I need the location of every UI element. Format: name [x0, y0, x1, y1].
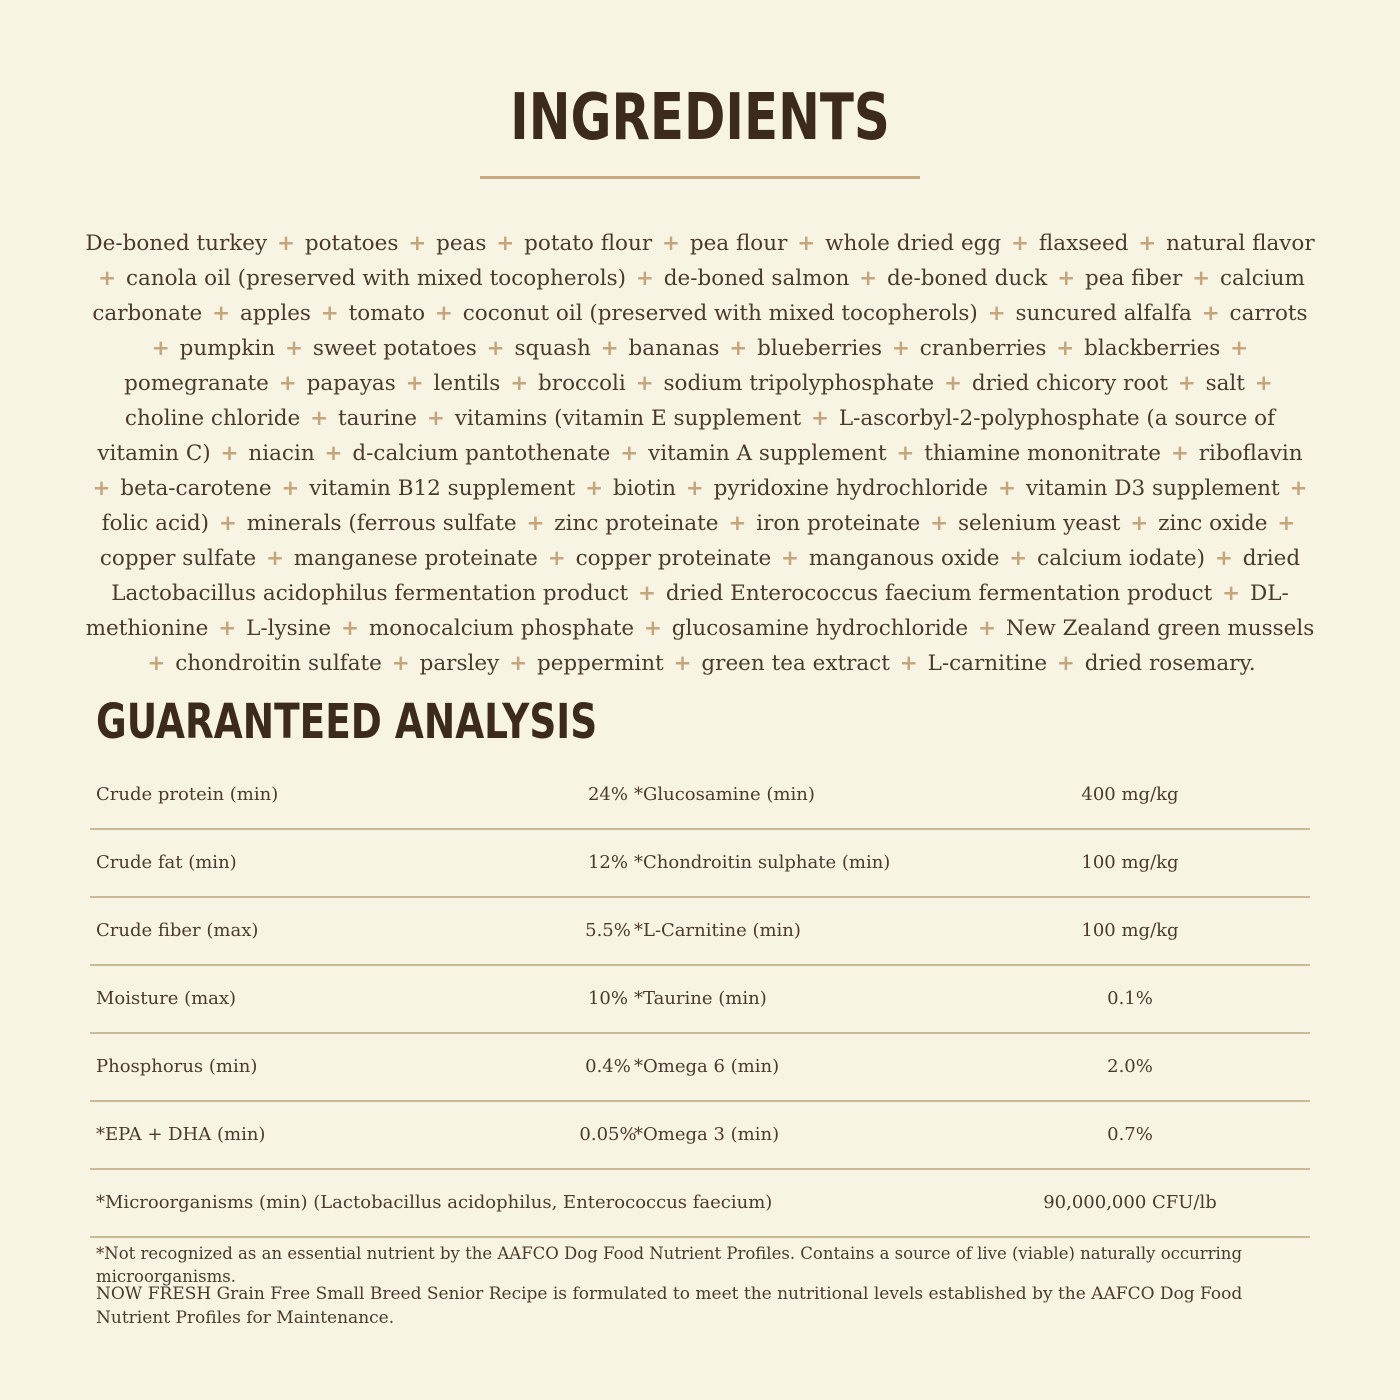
- plus-separator-icon: +: [930, 511, 949, 536]
- plus-separator-icon: +: [728, 511, 747, 536]
- plus-separator-icon: +: [151, 336, 170, 361]
- ingredient-item: dried Enterococcus faecium fermentation product: [665, 581, 1213, 606]
- plus-separator-icon: +: [405, 371, 424, 396]
- plus-separator-icon: +: [496, 231, 515, 256]
- nutrient-label: *Omega 3 (min): [634, 1124, 780, 1145]
- plus-separator-icon: +: [147, 651, 166, 676]
- ingredient-item: sodium tripolyphosphate: [663, 371, 935, 396]
- plus-separator-icon: +: [408, 231, 427, 256]
- nutrient-value: 100 mg/kg: [1081, 852, 1179, 873]
- ingredient-item: L-ascorbyl-2-polyphosphate (a source of vitamin C): [97, 406, 1276, 466]
- nutrient-value: 90,000,000 CFU/lb: [1043, 1192, 1217, 1213]
- nutrient-label: *L-Carnitine (min): [634, 920, 801, 941]
- ingredient-item: pumpkin: [179, 336, 276, 361]
- plus-separator-icon: +: [635, 371, 654, 396]
- ingredient-item: salt: [1205, 371, 1245, 396]
- ingredient-item: De-boned turkey: [85, 231, 268, 256]
- plus-separator-icon: +: [276, 231, 295, 256]
- ingredient-item: tomato: [348, 301, 426, 326]
- analysis-table: [90, 762, 1310, 1238]
- plus-separator-icon: +: [1230, 336, 1249, 361]
- aafco-statement: NOW FRESH Grain Free Small Breed Senior Recipe is formulated to meet the nutritional levels established by the AAFCO Dog Food Nutrient Profiles for Maintenance.: [96, 1284, 1243, 1328]
- page-title: INGREDIENTS: [510, 81, 890, 155]
- nutrient-label: Crude protein (min): [96, 784, 279, 805]
- plus-separator-icon: +: [781, 546, 800, 571]
- ingredient-item: New Zealand green mussels: [1005, 616, 1315, 641]
- ingredient-item: zinc proteinate: [554, 511, 719, 536]
- plus-separator-icon: +: [899, 651, 918, 676]
- ingredient-item: zinc oxide: [1158, 511, 1268, 536]
- nutrient-value: 0.4%: [585, 1056, 631, 1077]
- plus-separator-icon: +: [673, 651, 692, 676]
- ingredient-item: sweet potatoes: [312, 336, 477, 361]
- plus-separator-icon: +: [585, 476, 604, 501]
- analysis-row: [90, 898, 1310, 966]
- ingredient-item: vitamin D3 supplement: [1025, 476, 1280, 501]
- ingredient-item: pomegranate: [124, 371, 269, 396]
- ingredient-item: folic acid): [101, 511, 210, 536]
- nutrient-value: 12%: [587, 852, 628, 873]
- analysis-row: [90, 762, 1310, 830]
- ingredient-item: glucosamine hydrochloride: [671, 616, 969, 641]
- plus-separator-icon: +: [635, 266, 654, 291]
- ingredient-item: L-carnitine: [927, 651, 1048, 676]
- ingredient-item: vitamin B12 supplement: [309, 476, 576, 501]
- plus-separator-icon: +: [987, 301, 1006, 326]
- ingredient-item: peppermint: [536, 651, 664, 676]
- plus-separator-icon: +: [1277, 511, 1296, 536]
- plus-separator-icon: +: [661, 231, 680, 256]
- ingredient-item: d-calcium pantothenate: [352, 441, 611, 466]
- plus-separator-icon: +: [685, 476, 704, 501]
- ingredient-item: iron proteinate: [756, 511, 921, 536]
- plus-separator-icon: +: [977, 616, 996, 641]
- plus-separator-icon: +: [510, 371, 529, 396]
- plus-separator-icon: +: [98, 266, 117, 291]
- analysis-title: GUARANTEED ANALYSIS: [96, 694, 598, 750]
- nutrient-label: Moisture (max): [96, 988, 237, 1009]
- ingredient-item: dried rosemary.: [1084, 651, 1256, 676]
- analysis-row: [90, 1102, 1310, 1170]
- ingredient-item: papayas: [306, 371, 396, 396]
- ingredient-item: beta-carotene: [120, 476, 272, 501]
- ingredient-item: copper sulfate: [99, 546, 257, 571]
- ingredient-item: canola oil (preserved with mixed tocopherols): [125, 266, 627, 291]
- plus-separator-icon: +: [434, 301, 453, 326]
- ingredient-item: de-boned salmon: [663, 266, 850, 291]
- nutrient-value: 24%: [587, 784, 628, 805]
- analysis-row: [90, 966, 1310, 1034]
- plus-separator-icon: +: [218, 511, 237, 536]
- plus-separator-icon: +: [1056, 651, 1075, 676]
- ingredient-item: pea flour: [689, 231, 788, 256]
- nutrient-value: 10%: [587, 988, 628, 1009]
- plus-separator-icon: +: [1138, 231, 1157, 256]
- plus-separator-icon: +: [1177, 371, 1196, 396]
- plus-separator-icon: +: [426, 406, 445, 431]
- ingredient-item: apples: [239, 301, 311, 326]
- ingredient-item: thiamine mononitrate: [924, 441, 1161, 466]
- plus-separator-icon: +: [729, 336, 748, 361]
- plus-separator-icon: +: [1289, 476, 1308, 501]
- plus-separator-icon: +: [320, 301, 339, 326]
- plus-separator-icon: +: [324, 441, 343, 466]
- analysis-row: [90, 1034, 1310, 1102]
- plus-separator-icon: +: [486, 336, 505, 361]
- ingredient-item: pyridoxine hydrochloride: [713, 476, 989, 501]
- ingredient-item: blackberries: [1084, 336, 1221, 361]
- plus-separator-icon: +: [1170, 441, 1189, 466]
- plus-separator-icon: +: [281, 476, 300, 501]
- ingredient-item: potato flour: [524, 231, 653, 256]
- plus-separator-icon: +: [643, 616, 662, 641]
- nutrient-value: 0.05%: [579, 1124, 637, 1145]
- ingredient-item: green tea extract: [701, 651, 890, 676]
- ingredient-item: carrots: [1229, 301, 1308, 326]
- ingredient-item: peas: [436, 231, 487, 256]
- plus-separator-icon: +: [547, 546, 566, 571]
- plus-separator-icon: +: [1011, 231, 1030, 256]
- plus-separator-icon: +: [1130, 511, 1149, 536]
- ingredient-item: riboflavin: [1198, 441, 1303, 466]
- plus-separator-icon: +: [998, 476, 1017, 501]
- ingredient-item: de-boned duck: [887, 266, 1048, 291]
- plus-separator-icon: +: [1009, 546, 1028, 571]
- ingredient-item: suncured alfalfa: [1015, 301, 1192, 326]
- plus-separator-icon: +: [1192, 266, 1211, 291]
- nutrient-value: 0.1%: [1107, 988, 1153, 1009]
- nutrient-value: 5.5%: [585, 920, 631, 941]
- plus-separator-icon: +: [891, 336, 910, 361]
- plus-separator-icon: +: [265, 546, 284, 571]
- ingredient-item: vitamin A supplement: [648, 441, 887, 466]
- ingredient-item: flaxseed: [1038, 231, 1129, 256]
- ingredient-item: bananas: [628, 336, 720, 361]
- plus-separator-icon: +: [509, 651, 528, 676]
- ingredient-item: taurine: [337, 406, 417, 431]
- ingredient-item: calcium iodate): [1037, 546, 1206, 571]
- nutrient-label: *Omega 6 (min): [634, 1056, 780, 1077]
- ingredient-item: chondroitin sulfate: [175, 651, 382, 676]
- ingredients-list: [84, 226, 1316, 681]
- ingredient-item: biotin: [613, 476, 676, 501]
- plus-separator-icon: +: [797, 231, 816, 256]
- analysis-row: [90, 830, 1310, 898]
- ingredient-item: parsley: [419, 651, 500, 676]
- plus-separator-icon: +: [1056, 336, 1075, 361]
- plus-separator-icon: +: [859, 266, 878, 291]
- nutrient-label: *EPA + DHA (min): [96, 1124, 266, 1145]
- plus-separator-icon: +: [218, 616, 237, 641]
- ingredient-item: lentils: [433, 371, 501, 396]
- plus-separator-icon: +: [1222, 581, 1241, 606]
- nutrient-label: *Glucosamine (min): [634, 784, 815, 805]
- ingredient-item: broccoli: [538, 371, 626, 396]
- nutrient-label: *Chondroitin sulphate (min): [634, 852, 891, 873]
- ingredient-item: selenium yeast: [957, 511, 1121, 536]
- ingredient-item: squash: [514, 336, 591, 361]
- plus-separator-icon: +: [896, 441, 915, 466]
- plus-separator-icon: +: [620, 441, 639, 466]
- plus-separator-icon: +: [310, 406, 329, 431]
- ingredient-item: vitamins (vitamin E supplement: [454, 406, 802, 431]
- plus-separator-icon: +: [600, 336, 619, 361]
- plus-separator-icon: +: [391, 651, 410, 676]
- plus-separator-icon: +: [278, 371, 297, 396]
- ingredient-item: calcium carbonate: [92, 266, 1305, 326]
- plus-separator-icon: +: [1057, 266, 1076, 291]
- nutrient-label: Crude fat (min): [96, 852, 237, 873]
- ingredient-item: DL-methionine: [85, 581, 1289, 641]
- plus-separator-icon: +: [810, 406, 829, 431]
- ingredient-item: coconut oil (preserved with mixed tocopherols): [462, 301, 978, 326]
- analysis-row-microorganisms: [90, 1170, 1310, 1238]
- ingredient-item: dried chicory root: [971, 371, 1168, 396]
- nutrient-value: 400 mg/kg: [1081, 784, 1179, 805]
- plus-separator-icon: +: [285, 336, 304, 361]
- ingredient-item: copper proteinate: [575, 546, 772, 571]
- plus-separator-icon: +: [1254, 371, 1273, 396]
- ingredient-item: cranberries: [919, 336, 1047, 361]
- nutrient-value: 100 mg/kg: [1081, 920, 1179, 941]
- ingredient-item: choline chloride: [124, 406, 301, 431]
- plus-separator-icon: +: [220, 441, 239, 466]
- plus-separator-icon: +: [638, 581, 657, 606]
- title-divider: [480, 176, 920, 179]
- plus-separator-icon: +: [943, 371, 962, 396]
- ingredient-item: manganous oxide: [808, 546, 1000, 571]
- plus-separator-icon: +: [526, 511, 545, 536]
- ingredient-item: niacin: [248, 441, 315, 466]
- ingredient-item: monocalcium phosphate: [368, 616, 635, 641]
- ingredient-item: L-lysine: [246, 616, 332, 641]
- ingredient-item: blueberries: [757, 336, 883, 361]
- nutrient-label: Phosphorus (min): [96, 1056, 258, 1077]
- ingredient-item: pea fiber: [1085, 266, 1183, 291]
- ingredient-item: dried Lactobacillus acidophilus fermentation product: [111, 546, 1301, 606]
- plus-separator-icon: +: [340, 616, 359, 641]
- nutrient-value: 2.0%: [1107, 1056, 1153, 1077]
- footnote: *Not recognized as an essential nutrient by the AAFCO Dog Food Nutrient Profiles. Contains a source of live (viable) naturally occurring microorganisms.: [96, 1244, 1243, 1286]
- nutrient-value: 0.7%: [1107, 1124, 1153, 1145]
- plus-separator-icon: +: [92, 476, 111, 501]
- plus-separator-icon: +: [1201, 301, 1220, 326]
- plus-separator-icon: +: [212, 301, 231, 326]
- nutrient-label: *Taurine (min): [634, 988, 767, 1009]
- ingredient-item: whole dried egg: [825, 231, 1002, 256]
- plus-separator-icon: +: [1214, 546, 1233, 571]
- ingredient-item: minerals (ferrous sulfate: [246, 511, 517, 536]
- ingredient-item: potatoes: [304, 231, 399, 256]
- ingredient-item: manganese proteinate: [293, 546, 538, 571]
- nutrient-label: Crude fiber (max): [96, 920, 259, 941]
- ingredient-item: natural flavor: [1166, 231, 1315, 256]
- nutrient-label: *Microorganisms (min) (Lactobacillus acidophilus, Enterococcus faecium): [96, 1192, 773, 1213]
